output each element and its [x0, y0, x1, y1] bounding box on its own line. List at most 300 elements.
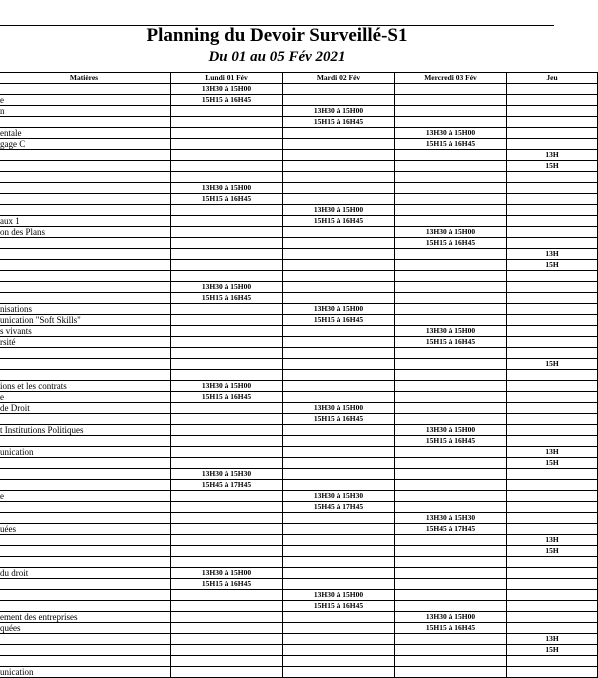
subject-cell: e — [0, 392, 171, 403]
wednesday-slot — [395, 95, 507, 106]
thursday-slot — [507, 271, 598, 282]
monday-slot — [171, 139, 283, 150]
wednesday-slot — [395, 205, 507, 216]
subject-cell: e — [0, 95, 171, 106]
subject-cell — [0, 293, 171, 304]
wednesday-slot: 15H15 à 16H45 — [395, 139, 507, 150]
thursday-slot: 13H — [507, 634, 598, 645]
table-row — [0, 106, 598, 117]
wednesday-slot — [395, 106, 507, 117]
thursday-slot — [507, 139, 598, 150]
monday-slot — [171, 634, 283, 645]
column-header-wednesday: Mercredi 03 Fév — [395, 73, 507, 84]
monday-slot — [171, 150, 283, 161]
subject-cell — [0, 513, 171, 524]
table-row — [0, 634, 598, 645]
monday-slot — [171, 524, 283, 535]
monday-slot — [171, 535, 283, 546]
wednesday-slot — [395, 557, 507, 568]
thursday-slot — [507, 370, 598, 381]
wednesday-slot — [395, 117, 507, 128]
wednesday-slot — [395, 634, 507, 645]
tuesday-slot — [283, 645, 395, 656]
subject-cell: ions et les contrats — [0, 381, 171, 392]
subject-cell: entale — [0, 128, 171, 139]
monday-slot: 13H30 à 15H30 — [171, 469, 283, 480]
subject-cell: e — [0, 491, 171, 502]
thursday-slot — [507, 117, 598, 128]
subject-cell — [0, 535, 171, 546]
tuesday-slot: 15H15 à 16H45 — [283, 601, 395, 612]
table-row — [0, 403, 598, 414]
tuesday-slot — [283, 579, 395, 590]
wednesday-slot — [395, 392, 507, 403]
tuesday-slot: 13H30 à 15H00 — [283, 205, 395, 216]
tuesday-slot — [283, 557, 395, 568]
thursday-slot: 15H — [507, 359, 598, 370]
subject-cell — [0, 546, 171, 557]
tuesday-slot — [283, 623, 395, 634]
wednesday-slot — [395, 535, 507, 546]
monday-slot — [171, 612, 283, 623]
table-row — [0, 139, 598, 150]
page-title: Planning du Devoir Surveillé-S1 — [146, 25, 408, 46]
table-row — [0, 337, 598, 348]
table-row — [0, 414, 598, 425]
thursday-slot — [507, 282, 598, 293]
monday-slot: 15H15 à 16H45 — [171, 95, 283, 106]
table-row — [0, 579, 598, 590]
subject-cell: s vivants — [0, 326, 171, 337]
subject-cell — [0, 205, 171, 216]
wednesday-slot — [395, 656, 507, 667]
monday-slot: 13H30 à 15H00 — [171, 568, 283, 579]
wednesday-slot — [395, 381, 507, 392]
table-row — [0, 557, 598, 568]
thursday-slot — [507, 304, 598, 315]
monday-slot — [171, 249, 283, 260]
subject-cell — [0, 161, 171, 172]
subject-cell: rsité — [0, 337, 171, 348]
monday-slot — [171, 271, 283, 282]
monday-slot: 13H30 à 15H00 — [171, 282, 283, 293]
wednesday-slot — [395, 271, 507, 282]
table-row — [0, 502, 598, 513]
schedule-table — [0, 72, 598, 678]
tuesday-slot — [283, 370, 395, 381]
thursday-slot — [507, 381, 598, 392]
table-row — [0, 656, 598, 667]
table-row — [0, 568, 598, 579]
monday-slot — [171, 436, 283, 447]
subject-cell: on des Plans — [0, 227, 171, 238]
subject-cell — [0, 590, 171, 601]
wednesday-slot: 13H30 à 15H00 — [395, 227, 507, 238]
table-row — [0, 392, 598, 403]
table-row — [0, 95, 598, 106]
tuesday-slot — [283, 227, 395, 238]
wednesday-slot: 15H15 à 16H45 — [395, 238, 507, 249]
tuesday-slot — [283, 271, 395, 282]
thursday-slot: 13H — [507, 535, 598, 546]
tuesday-slot: 15H45 à 17H45 — [283, 502, 395, 513]
wednesday-slot — [395, 260, 507, 271]
subject-cell — [0, 150, 171, 161]
subject-cell — [0, 502, 171, 513]
tuesday-slot — [283, 667, 395, 678]
table-row — [0, 315, 598, 326]
table-row — [0, 491, 598, 502]
monday-slot: 13H30 à 15H00 — [171, 183, 283, 194]
monday-slot — [171, 359, 283, 370]
thursday-slot — [507, 172, 598, 183]
tuesday-slot — [283, 282, 395, 293]
subject-cell — [0, 194, 171, 205]
subject-cell — [0, 469, 171, 480]
wednesday-slot — [395, 216, 507, 227]
subject-cell: du droit — [0, 568, 171, 579]
subject-cell — [0, 436, 171, 447]
tuesday-slot — [283, 568, 395, 579]
tuesday-slot — [283, 139, 395, 150]
monday-slot — [171, 623, 283, 634]
thursday-slot — [507, 656, 598, 667]
thursday-slot — [507, 392, 598, 403]
tuesday-slot — [283, 172, 395, 183]
subject-cell — [0, 271, 171, 282]
wednesday-slot — [395, 249, 507, 260]
monday-slot: 15H15 à 16H45 — [171, 293, 283, 304]
table-row — [0, 535, 598, 546]
tuesday-slot — [283, 535, 395, 546]
thursday-slot — [507, 469, 598, 480]
thursday-slot — [507, 436, 598, 447]
column-header-subjects: Matières — [0, 73, 171, 84]
wednesday-slot: 13H30 à 15H00 — [395, 128, 507, 139]
subject-cell: unication — [0, 447, 171, 458]
subject-cell: n — [0, 106, 171, 117]
table-row — [0, 150, 598, 161]
thursday-slot — [507, 315, 598, 326]
tuesday-slot — [283, 381, 395, 392]
monday-slot: 15H15 à 16H45 — [171, 194, 283, 205]
subject-cell — [0, 458, 171, 469]
subject-cell — [0, 557, 171, 568]
wednesday-slot — [395, 491, 507, 502]
table-row — [0, 227, 598, 238]
thursday-slot — [507, 293, 598, 304]
monday-slot — [171, 172, 283, 183]
tuesday-slot — [283, 524, 395, 535]
subject-cell — [0, 348, 171, 359]
thursday-slot: 15H — [507, 546, 598, 557]
subject-cell — [0, 260, 171, 271]
wednesday-slot — [395, 546, 507, 557]
thursday-slot — [507, 502, 598, 513]
table-row — [0, 480, 598, 491]
monday-slot — [171, 161, 283, 172]
monday-slot: 15H15 à 16H45 — [171, 579, 283, 590]
monday-slot — [171, 546, 283, 557]
tuesday-slot: 15H15 à 16H45 — [283, 315, 395, 326]
tuesday-slot: 13H30 à 15H00 — [283, 403, 395, 414]
tuesday-slot — [283, 150, 395, 161]
wednesday-slot: 15H15 à 16H45 — [395, 337, 507, 348]
table-row — [0, 84, 598, 95]
tuesday-slot — [283, 326, 395, 337]
subject-cell — [0, 84, 171, 95]
tuesday-slot — [283, 513, 395, 524]
wednesday-slot — [395, 348, 507, 359]
table-row — [0, 194, 598, 205]
subject-cell — [0, 359, 171, 370]
table-row — [0, 447, 598, 458]
subject-cell: t Institutions Politiques — [0, 425, 171, 436]
thursday-slot — [507, 557, 598, 568]
wednesday-slot: 13H30 à 15H00 — [395, 612, 507, 623]
table-row — [0, 271, 598, 282]
thursday-slot: 15H — [507, 161, 598, 172]
tuesday-slot — [283, 546, 395, 557]
tuesday-slot — [283, 656, 395, 667]
monday-slot — [171, 128, 283, 139]
subject-cell — [0, 249, 171, 260]
table-row — [0, 458, 598, 469]
table-row — [0, 216, 598, 227]
page-subtitle: Du 01 au 05 Fév 2021 — [208, 49, 346, 65]
wednesday-slot — [395, 568, 507, 579]
table-row — [0, 128, 598, 139]
wednesday-slot: 13H30 à 15H00 — [395, 425, 507, 436]
table-row — [0, 524, 598, 535]
schedule-table-viewport — [0, 72, 559, 677]
wednesday-slot: 13H30 à 15H30 — [395, 513, 507, 524]
subject-cell: unication — [0, 667, 171, 678]
wednesday-slot — [395, 414, 507, 425]
table-row — [0, 370, 598, 381]
thursday-slot — [507, 227, 598, 238]
thursday-slot — [507, 524, 598, 535]
tuesday-slot — [283, 634, 395, 645]
monday-slot — [171, 645, 283, 656]
table-row — [0, 623, 598, 634]
monday-slot: 13H30 à 15H00 — [171, 381, 283, 392]
subject-cell — [0, 480, 171, 491]
thursday-slot: 15H — [507, 260, 598, 271]
monday-slot — [171, 458, 283, 469]
table-row — [0, 425, 598, 436]
thursday-slot — [507, 337, 598, 348]
subject-cell: de Droit — [0, 403, 171, 414]
wednesday-slot: 15H15 à 16H45 — [395, 436, 507, 447]
tuesday-slot — [283, 238, 395, 249]
subject-cell — [0, 370, 171, 381]
thursday-slot — [507, 491, 598, 502]
monday-slot — [171, 337, 283, 348]
monday-slot — [171, 348, 283, 359]
thursday-slot — [507, 348, 598, 359]
subject-cell: gage C — [0, 139, 171, 150]
thursday-slot — [507, 425, 598, 436]
tuesday-slot — [283, 249, 395, 260]
tuesday-slot: 13H30 à 15H00 — [283, 106, 395, 117]
monday-slot — [171, 260, 283, 271]
wednesday-slot — [395, 359, 507, 370]
wednesday-slot — [395, 447, 507, 458]
wednesday-slot — [395, 645, 507, 656]
subject-cell — [0, 634, 171, 645]
subject-cell: nisations — [0, 304, 171, 315]
table-row — [0, 161, 598, 172]
table-row — [0, 183, 598, 194]
monday-slot — [171, 414, 283, 425]
subject-cell — [0, 172, 171, 183]
table-row — [0, 304, 598, 315]
monday-slot — [171, 403, 283, 414]
tuesday-slot — [283, 128, 395, 139]
tuesday-slot — [283, 293, 395, 304]
monday-slot — [171, 117, 283, 128]
wednesday-slot — [395, 315, 507, 326]
table-row — [0, 205, 598, 216]
table-row — [0, 436, 598, 447]
table-row — [0, 249, 598, 260]
wednesday-slot — [395, 480, 507, 491]
thursday-slot — [507, 326, 598, 337]
subject-cell — [0, 282, 171, 293]
monday-slot — [171, 557, 283, 568]
wednesday-slot — [395, 502, 507, 513]
wednesday-slot — [395, 172, 507, 183]
thursday-slot — [507, 216, 598, 227]
tuesday-slot — [283, 84, 395, 95]
column-header-monday: Lundi 01 Fév — [171, 73, 283, 84]
table-row — [0, 238, 598, 249]
subject-cell — [0, 656, 171, 667]
thursday-slot — [507, 194, 598, 205]
monday-slot — [171, 326, 283, 337]
wednesday-slot — [395, 84, 507, 95]
subject-cell — [0, 183, 171, 194]
wednesday-slot — [395, 304, 507, 315]
thursday-slot — [507, 667, 598, 678]
table-row — [0, 601, 598, 612]
subject-cell — [0, 117, 171, 128]
monday-slot — [171, 513, 283, 524]
monday-slot — [171, 601, 283, 612]
tuesday-slot: 15H15 à 16H45 — [283, 414, 395, 425]
monday-slot: 15H15 à 16H45 — [171, 392, 283, 403]
thursday-slot: 13H — [507, 150, 598, 161]
thursday-slot — [507, 601, 598, 612]
table-row — [0, 546, 598, 557]
subject-cell: uées — [0, 524, 171, 535]
wednesday-slot — [395, 458, 507, 469]
thursday-slot — [507, 95, 598, 106]
tuesday-slot: 15H15 à 16H45 — [283, 117, 395, 128]
tuesday-slot — [283, 348, 395, 359]
monday-slot — [171, 590, 283, 601]
table-row — [0, 348, 598, 359]
tuesday-slot — [283, 260, 395, 271]
thursday-slot — [507, 414, 598, 425]
tuesday-slot — [283, 183, 395, 194]
thursday-slot: 13H — [507, 447, 598, 458]
monday-slot — [171, 227, 283, 238]
monday-slot — [171, 216, 283, 227]
monday-slot — [171, 447, 283, 458]
thursday-slot: 15H — [507, 458, 598, 469]
column-header-thursday: Jeu — [507, 73, 598, 84]
subject-cell — [0, 414, 171, 425]
wednesday-slot — [395, 469, 507, 480]
table-row — [0, 612, 598, 623]
table-row — [0, 590, 598, 601]
tuesday-slot — [283, 392, 395, 403]
subject-cell: unication "Soft Skills" — [0, 315, 171, 326]
wednesday-slot: 15H15 à 16H45 — [395, 623, 507, 634]
thursday-slot — [507, 403, 598, 414]
tuesday-slot — [283, 480, 395, 491]
subject-cell: ement des entreprises — [0, 612, 171, 623]
table-row — [0, 282, 598, 293]
monday-slot — [171, 370, 283, 381]
wednesday-slot — [395, 579, 507, 590]
table-row — [0, 117, 598, 128]
monday-slot — [171, 491, 283, 502]
tuesday-slot: 13H30 à 15H00 — [283, 590, 395, 601]
wednesday-slot — [395, 370, 507, 381]
table-row — [0, 260, 598, 271]
tuesday-slot: 13H30 à 15H30 — [283, 491, 395, 502]
subject-cell — [0, 601, 171, 612]
tuesday-slot — [283, 612, 395, 623]
wednesday-slot — [395, 183, 507, 194]
wednesday-slot — [395, 282, 507, 293]
thursday-slot — [507, 238, 598, 249]
subject-cell — [0, 579, 171, 590]
wednesday-slot — [395, 194, 507, 205]
monday-slot — [171, 667, 283, 678]
monday-slot: 15H45 à 17H45 — [171, 480, 283, 491]
monday-slot — [171, 304, 283, 315]
subject-cell — [0, 645, 171, 656]
tuesday-slot — [283, 359, 395, 370]
table-row — [0, 645, 598, 656]
tuesday-slot — [283, 161, 395, 172]
wednesday-slot — [395, 590, 507, 601]
monday-slot: 13H30 à 15H00 — [171, 84, 283, 95]
thursday-slot — [507, 579, 598, 590]
wednesday-slot: 15H45 à 17H45 — [395, 524, 507, 535]
thursday-slot — [507, 183, 598, 194]
thursday-slot — [507, 205, 598, 216]
thursday-slot — [507, 106, 598, 117]
table-row — [0, 359, 598, 370]
wednesday-slot — [395, 150, 507, 161]
monday-slot — [171, 315, 283, 326]
thursday-slot — [507, 590, 598, 601]
thursday-slot — [507, 623, 598, 634]
subject-cell — [0, 238, 171, 249]
tuesday-slot: 15H15 à 16H45 — [283, 216, 395, 227]
table-row — [0, 667, 598, 678]
wednesday-slot — [395, 293, 507, 304]
wednesday-slot — [395, 601, 507, 612]
thursday-slot — [507, 128, 598, 139]
tuesday-slot — [283, 447, 395, 458]
tuesday-slot — [283, 458, 395, 469]
